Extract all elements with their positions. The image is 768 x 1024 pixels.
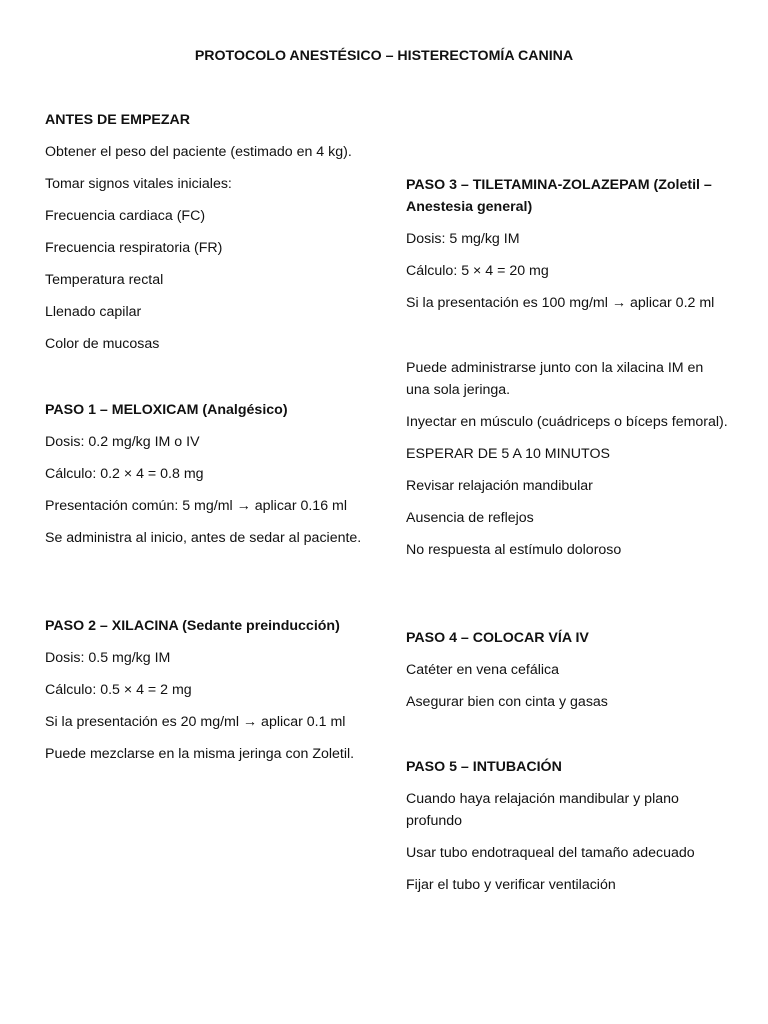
section-heading-paso-4: PASO 4 – COLOCAR VÍA IV xyxy=(406,630,589,646)
text-line: Asegurar bien con cinta y gasas xyxy=(406,694,608,710)
text-line: Se administra al inicio, antes de sedar al paciente. xyxy=(45,530,362,546)
section-paso-2 xyxy=(45,615,370,775)
text-line: Tomar signos vitales iniciales: xyxy=(45,176,232,192)
text-line: Inyectar en músculo (cuádriceps o bíceps femoral). xyxy=(406,414,728,430)
text-line: Cuando haya relajación mandibular y plano profundo xyxy=(406,791,679,829)
document-title: PROTOCOLO ANESTÉSICO – HISTERECTOMÍA CANINA xyxy=(194,48,574,64)
text-line: Cálculo: 0.5 × 4 = 2 mg xyxy=(45,682,192,698)
text-line: Frecuencia cardiaca (FC) xyxy=(45,208,206,224)
section-heading-paso-2: PASO 2 – XILACINA (Sedante preinducción) xyxy=(45,618,340,634)
section-heading-paso-1: PASO 1 – MELOXICAM (Analgésico) xyxy=(45,402,288,418)
section-paso-4 xyxy=(406,627,728,723)
text-line: ESPERAR DE 5 A 10 MINUTOS xyxy=(406,446,610,462)
text-line: Dosis: 5 mg/kg IM xyxy=(406,231,520,247)
text-line: Ausencia de reflejos xyxy=(406,510,534,526)
text-line: Cálculo: 0.2 × 4 = 0.8 mg xyxy=(45,466,204,482)
text-line: Puede administrarse junto con la xilacina IM en una sola jeringa. xyxy=(406,360,704,398)
text-line: Llenado capilar xyxy=(45,304,142,320)
text-line: Presentación común: 5 mg/ml → aplicar 0.16 ml xyxy=(45,498,348,514)
section-heading-paso-5: PASO 5 – INTUBACIÓN xyxy=(406,759,562,775)
text-line: Obtener el peso del paciente (estimado en 4 kg). xyxy=(45,144,352,160)
text-line: Usar tubo endotraqueal del tamaño adecuado xyxy=(406,845,695,861)
text-line: Cálculo: 5 × 4 = 20 mg xyxy=(406,263,549,279)
text-line: Revisar relajación mandibular xyxy=(406,478,593,494)
text-line: Dosis: 0.5 mg/kg IM xyxy=(45,650,171,666)
text-line: Dosis: 0.2 mg/kg IM o IV xyxy=(45,434,200,450)
text-line: Puede mezclarse en la misma jeringa con Zoletil. xyxy=(45,746,355,762)
text-line: Si la presentación es 100 mg/ml → aplicar 0.2 ml xyxy=(406,295,715,311)
section-heading-antes: ANTES DE EMPEZAR xyxy=(45,112,191,128)
text-line: Fijar el tubo y verificar ventilación xyxy=(406,877,616,893)
section-antes-de-empezar xyxy=(45,109,370,365)
text-line: Temperatura rectal xyxy=(45,272,164,288)
text-line: No respuesta al estímulo doloroso xyxy=(406,542,622,558)
text-line: Catéter en vena cefálica xyxy=(406,662,560,678)
section-heading-paso-3: PASO 3 – TILETAMINA-ZOLAZEPAM (Zoletil – Anestesia general) xyxy=(406,177,712,215)
section-paso-3-continued xyxy=(406,357,728,571)
text-line: Color de mucosas xyxy=(45,336,160,352)
section-paso-3 xyxy=(406,174,728,324)
section-paso-5 xyxy=(406,756,728,906)
text-line: Frecuencia respiratoria (FR) xyxy=(45,240,223,256)
text-line: Si la presentación es 20 mg/ml → aplicar 0.1 ml xyxy=(45,714,346,730)
section-paso-1 xyxy=(45,399,370,559)
